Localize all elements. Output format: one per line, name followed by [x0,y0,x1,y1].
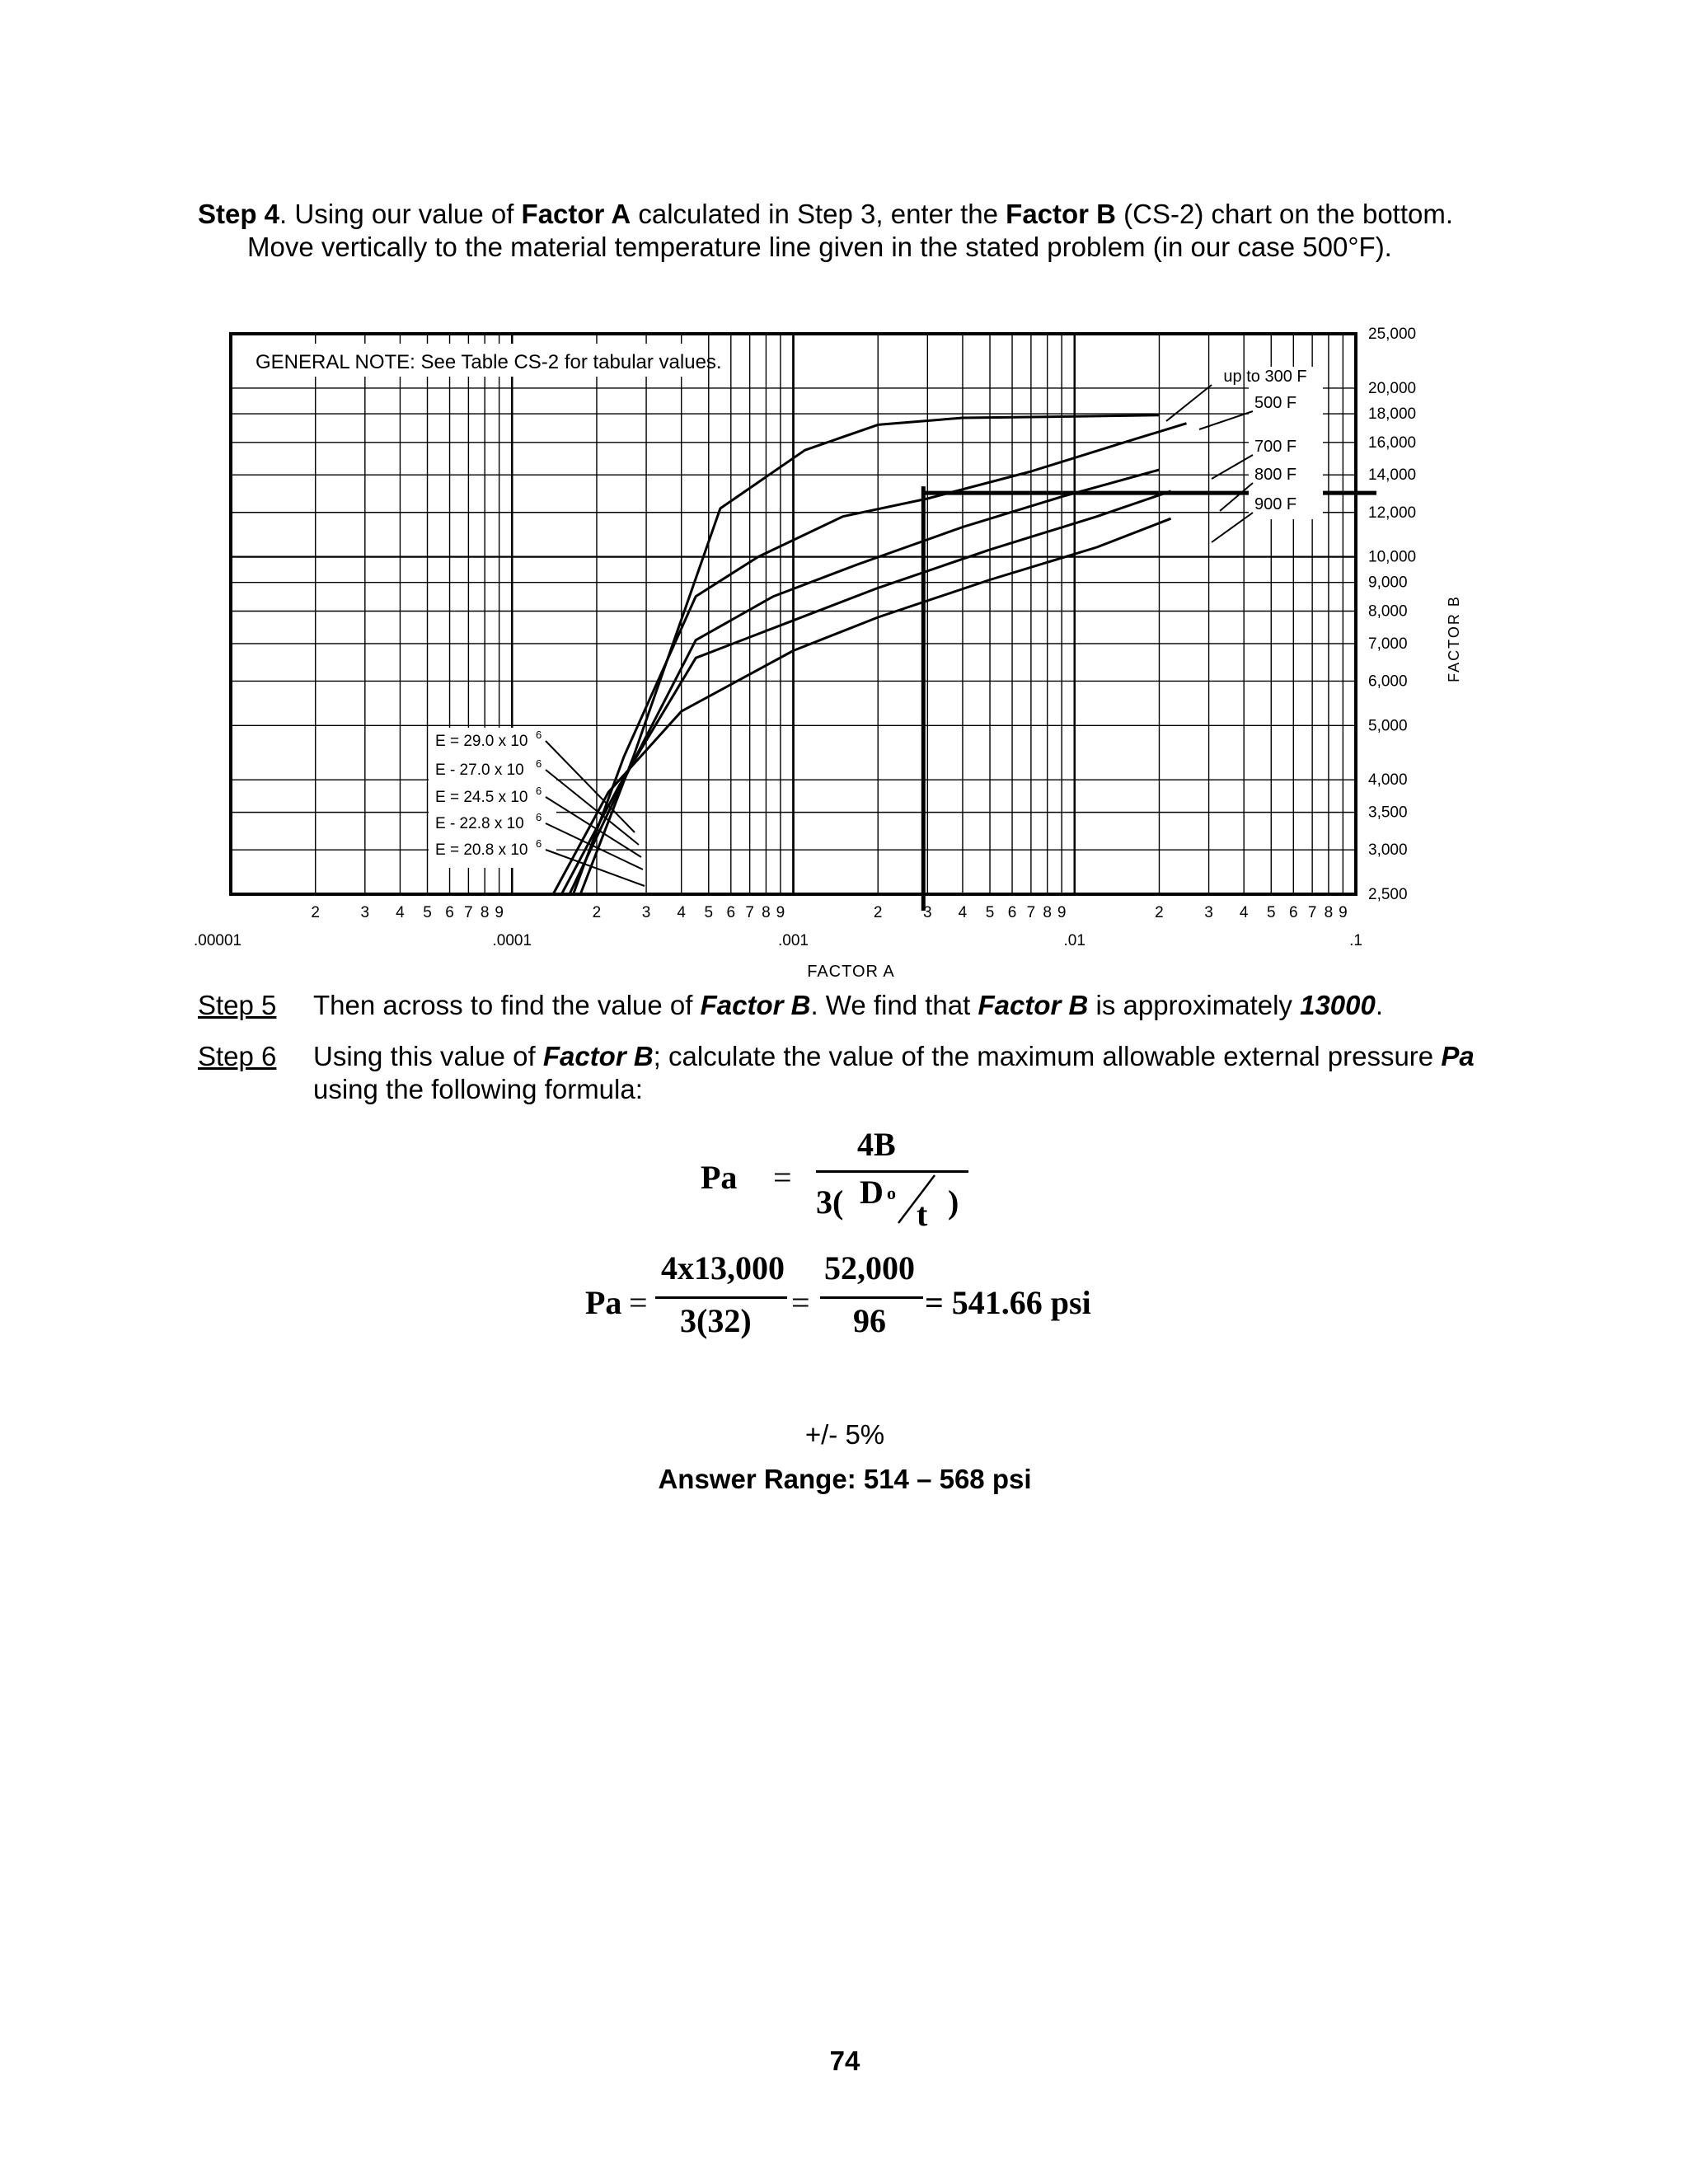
step-5-value: 13000 [1300,990,1376,1020]
step-5-row [198,989,1533,1025]
x-minor-tick-label: 7 [1026,904,1036,921]
x-decade-label: .001 [778,932,809,949]
x-minor-tick-label: 2 [592,904,602,921]
formula-1-den-d: D [860,1174,884,1211]
x-minor-tick-label: 6 [726,904,736,921]
x-minor-tick-label: 6 [1007,904,1017,921]
y-tick-label: 6,000 [1368,673,1408,691]
step-4-paragraph [198,198,1533,264]
x-axis-title: FACTOR A [807,963,895,981]
step-6-factor-b: Factor B [542,1041,654,1071]
step-5-factor-b-2: Factor B [978,990,1089,1020]
formula-1-den-close: ) [948,1183,959,1221]
step-6-pa: Pa [1441,1041,1475,1071]
step-4-line-2: Move vertically to the material temperature line given in the stated problem (in our case 500°F). [247,232,1392,262]
x-minor-tick-label: 5 [423,904,432,921]
x-decade-label: .00001 [194,932,242,949]
y-tick-label: 12,000 [1368,504,1417,522]
x-minor-tick-label: 9 [1339,904,1348,921]
y-tick-label: 8,000 [1368,602,1408,621]
temp-leader-1 [1166,385,1212,421]
temp-leader-4 [1220,483,1253,511]
formula-worked [585,1249,1096,1356]
x-minor-tick-label: 4 [677,904,686,921]
x-minor-tick-label: 2 [311,904,321,921]
temp-label-4: 800 F [1254,466,1297,484]
y-tick-label: 9,000 [1368,574,1408,592]
step-5-label: Step 5 [198,990,277,1020]
y-tick-label: 18,000 [1368,405,1417,424]
x-minor-tick-label: 5 [704,904,714,921]
formula-2-fraction-bar-2 [820,1296,923,1299]
x-minor-tick-label: 6 [445,904,454,921]
y-tick-label: 25,000 [1368,326,1417,343]
formula-2-equals-1: = [629,1284,648,1321]
step-4-label: Step 4 [198,199,280,229]
formula-general [701,1125,997,1249]
x-minor-tick-label: 7 [745,904,754,921]
temp-label-1: up to 300 F [1223,368,1307,386]
y-tick-label: 4,000 [1368,771,1408,790]
x-decade-label: .0001 [492,932,532,949]
factor-b-chart [190,317,1467,985]
x-minor-tick-label: 4 [958,904,968,921]
step-4-factor-a: Factor A [521,199,631,229]
x-minor-tick-label: 2 [873,904,883,921]
x-minor-tick-label: 4 [396,904,405,921]
x-minor-tick-label: 7 [1307,904,1317,921]
x-minor-tick-label: 4 [1239,904,1249,921]
tolerance-text: +/- 5% [804,1419,885,1450]
e-label-exponent-3: 6 [536,785,542,797]
y-tick-label: 7,000 [1368,635,1408,653]
step-4-text-1: . Using our value of [279,199,522,229]
y-tick-label: 16,000 [1368,434,1417,452]
x-minor-tick-label: 3 [1204,904,1213,921]
formula-2-result: = 541.66 psi [925,1284,1091,1321]
formula-2-lhs: Pa [585,1284,622,1321]
step-5-text-2: . We find that [810,990,978,1020]
temp-label-2: 500 F [1254,394,1297,412]
step-5-factor-b-1: Factor B [700,990,811,1020]
e-label-exponent-2: 6 [536,757,542,770]
e-label-exponent-1: 6 [536,729,542,741]
step-4-factor-b: Factor B [1006,199,1117,229]
formula-2-denominator-2: 96 [853,1302,886,1339]
formula-2-denominator-1: 3(32) [680,1302,752,1339]
x-decade-label: .01 [1063,932,1085,949]
step-6-text-1: Using this value of [313,1041,543,1071]
y-tick-label: 20,000 [1368,379,1417,397]
step-5-text [313,989,1533,1022]
y-tick-label: 14,000 [1368,466,1417,485]
e-label-exponent-5: 6 [536,837,542,850]
step-6-label: Step 6 [198,1041,277,1071]
temp-leader-5 [1212,513,1253,542]
x-minor-tick-label: 7 [464,904,473,921]
x-minor-tick-label: 3 [641,904,651,921]
y-tick-label: 3,500 [1368,804,1408,822]
formula-2-fraction-bar-1 [655,1296,787,1299]
x-minor-tick-label: 8 [762,904,771,921]
formula-1-den-t: t [917,1196,928,1233]
step-4-text-3: (CS-2) chart on the bottom. [1116,199,1454,229]
step-4-text-2: calculated in Step 3, enter the [631,199,1006,229]
step-5-text-4: . [1375,990,1384,1020]
x-minor-tick-label: 3 [360,904,370,921]
step-6-text-3: using the following formula: [313,1074,643,1104]
x-minor-tick-label: 3 [923,904,932,921]
x-minor-tick-label: 8 [1324,904,1334,921]
formula-1-den-open: 3( [816,1183,844,1221]
x-minor-tick-label: 6 [1289,904,1298,921]
formula-1-den-sub: o [887,1183,896,1203]
formula-1-lhs: Pa [701,1159,738,1196]
x-minor-tick-label: 8 [1043,904,1052,921]
formula-1-numerator: 4B [857,1126,896,1163]
x-minor-tick-label: 5 [985,904,995,921]
temp-label-3: 700 F [1254,438,1297,456]
step-6-row [198,1040,1533,1109]
page-number: 74 [829,2046,860,2076]
y-tick-label: 5,000 [1368,717,1408,735]
formula-2-equals-2: = [791,1284,810,1321]
y-tick-label: 2,500 [1368,886,1408,903]
x-decade-label: .1 [1349,932,1362,949]
x-minor-tick-label: 8 [480,904,490,921]
formula-1-slash [889,1170,938,1228]
formula-2-numerator-1: 4x13,000 [661,1249,785,1286]
answer-range-text: Answer Range: 514 – 568 psi [658,1464,1032,1494]
general-note: GENERAL NOTE: See Table CS-2 for tabular values. [256,351,722,373]
e-label-4: E - 22.8 x 10 [435,815,524,832]
step-6-text [313,1040,1533,1106]
e-label-3: E = 24.5 x 10 [435,789,528,806]
formula-2-numerator-2: 52,000 [824,1249,915,1286]
y-tick-label: 10,000 [1368,548,1417,566]
series-line-1 [580,415,1159,894]
step-5-text-3: is approximately [1088,990,1301,1020]
e-label-exponent-4: 6 [536,811,542,823]
e-label-5: E = 20.8 x 10 [435,841,528,859]
e-leader-3 [546,797,641,857]
y-tick-label: 3,000 [1368,841,1408,860]
x-minor-tick-label: 9 [776,904,785,921]
e-label-1: E = 29.0 x 10 [435,733,528,750]
e-label-2: E - 27.0 x 10 [435,762,524,779]
formula-1-equals: = [773,1159,792,1196]
step-5-text-1: Then across to find the value of [313,990,701,1020]
x-minor-tick-label: 9 [495,904,504,921]
x-minor-tick-label: 9 [1057,904,1067,921]
step-6-text-2: ; calculate the value of the maximum allowable external pressure [653,1041,1442,1071]
temp-label-5: 900 F [1254,495,1297,513]
x-minor-tick-label: 2 [1155,904,1164,921]
y-axis-title: FACTOR B [1446,595,1462,682]
factor-b-chart-svg [190,317,1467,985]
x-minor-tick-label: 5 [1266,904,1276,921]
